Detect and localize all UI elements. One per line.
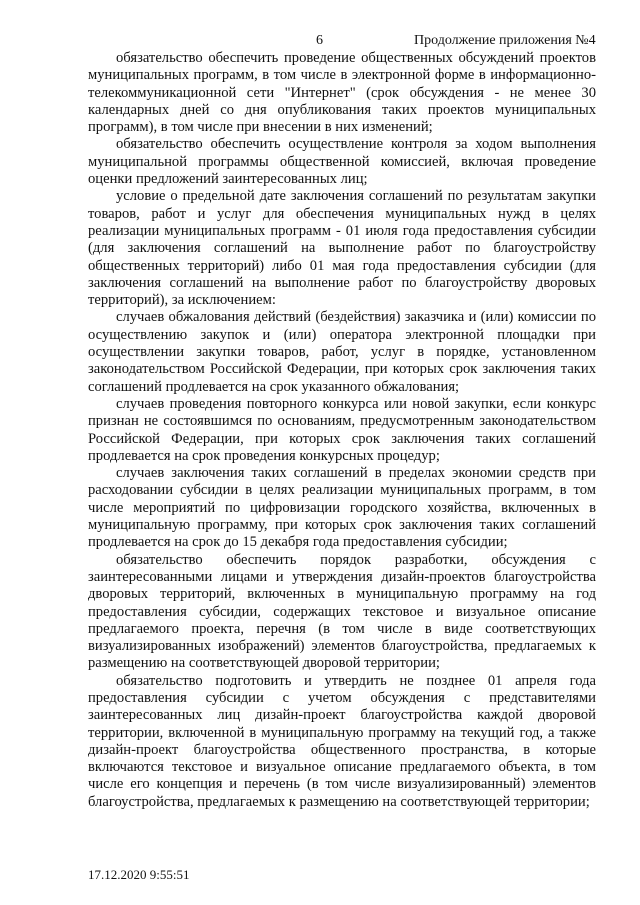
paragraph-deadline-condition: условие о предельной дате заключения соглашений по результатам закупки товаров, работ и услуг для обеспечения муниципальных нужд в целях реализации муниципальных программ - 01 июля года предоставления субсидии (для заключения соглашений на выполнение работ по благоустройству общественных территорий) либо 01 мая года предоставления субсидии (для заключения соглашений на выполнение работ по благоустройству дворовых территорий), за исключением: bbox=[88, 188, 596, 309]
paragraph-control-obligation: обязательство обеспечить осуществление контроля за ходом выполнения муниципальной программы общественной комиссией, включая проведение оценки предложений заинтересованных лиц; bbox=[88, 136, 596, 188]
paragraph-design-procedure: обязательство обеспечить порядок разработки, обсуждения с заинтересованными лицами и утверждения дизайн-проектов благоустройства дворовых территорий, включенных в муниципальную программу на год предоставления субсидии, содержащих текстовое и визуальное описание предлагаемого проекта, перечня (в том числе в виде соответствующих визуализированных изображений) элементов благоустройства, предлагаемых к размещению на соответствующей дворовой территории; bbox=[88, 551, 596, 672]
paragraph-design-approval: обязательство подготовить и утвердить не позднее 01 апреля года предоставления субсидии с учетом обсуждения с представителями заинтересованных лиц дизайн-проект благоустройства каждой дворовой территории, включенной в муниципальную программу на текущий год, а также дизайн-проект благоустройства общественного пространства, в которые включаются текстовое и визуальное описание предлагаемого объекта, в том числе его концепция и перечень (в том числе визуализированный) элементов благоустройства, предлагаемых к размещению на соответствующей территории; bbox=[88, 672, 596, 810]
paragraph-exception-repeat-tender: случаев проведения повторного конкурса или новой закупки, если конкурс признан не состоявшимся по основаниям, предусмотренным законодательством Российской Федерации, при которых срок заключения таких соглашений продлевается на срок проведения конкурсных процедур; bbox=[88, 395, 596, 464]
paragraph-exception-savings: случаев заключения таких соглашений в пределах экономии средств при расходовании субсидии в целях реализации муниципальных программ, в том числе мероприятий по цифровизации городского хозяйства, включенных в муниципальную программу, при которых срок заключения таких соглашений продлевается на срок до 15 декабря года предоставления субсидии; bbox=[88, 465, 596, 551]
document-body bbox=[88, 50, 596, 811]
appendix-continuation-label: Продолжение приложения №4 bbox=[414, 33, 596, 48]
paragraph-public-discussion: обязательство обеспечить проведение общественных обсуждений проектов муниципальных программ, в том числе в электронной форме в информационно-телекоммуникационной сети "Интернет" (срок обсуждения - не менее 30 календарных дней со дня опубликования таких проектов муниципальных программ), в том числе при внесении в них изменений; bbox=[88, 50, 596, 136]
page-number: 6 bbox=[316, 33, 323, 48]
paragraph-exception-appeal: случаев обжалования действий (бездействия) заказчика и (или) комиссии по осуществлению закупок и (или) оператора электронной площадки при осуществлении закупки товаров, работ, услуг в порядке, установленном законодательством Российской Федерации, при которых срок заключения таких соглашений продлевается на срок указанного обжалования; bbox=[88, 309, 596, 395]
print-timestamp: 17.12.2020 9:55:51 bbox=[88, 867, 190, 882]
